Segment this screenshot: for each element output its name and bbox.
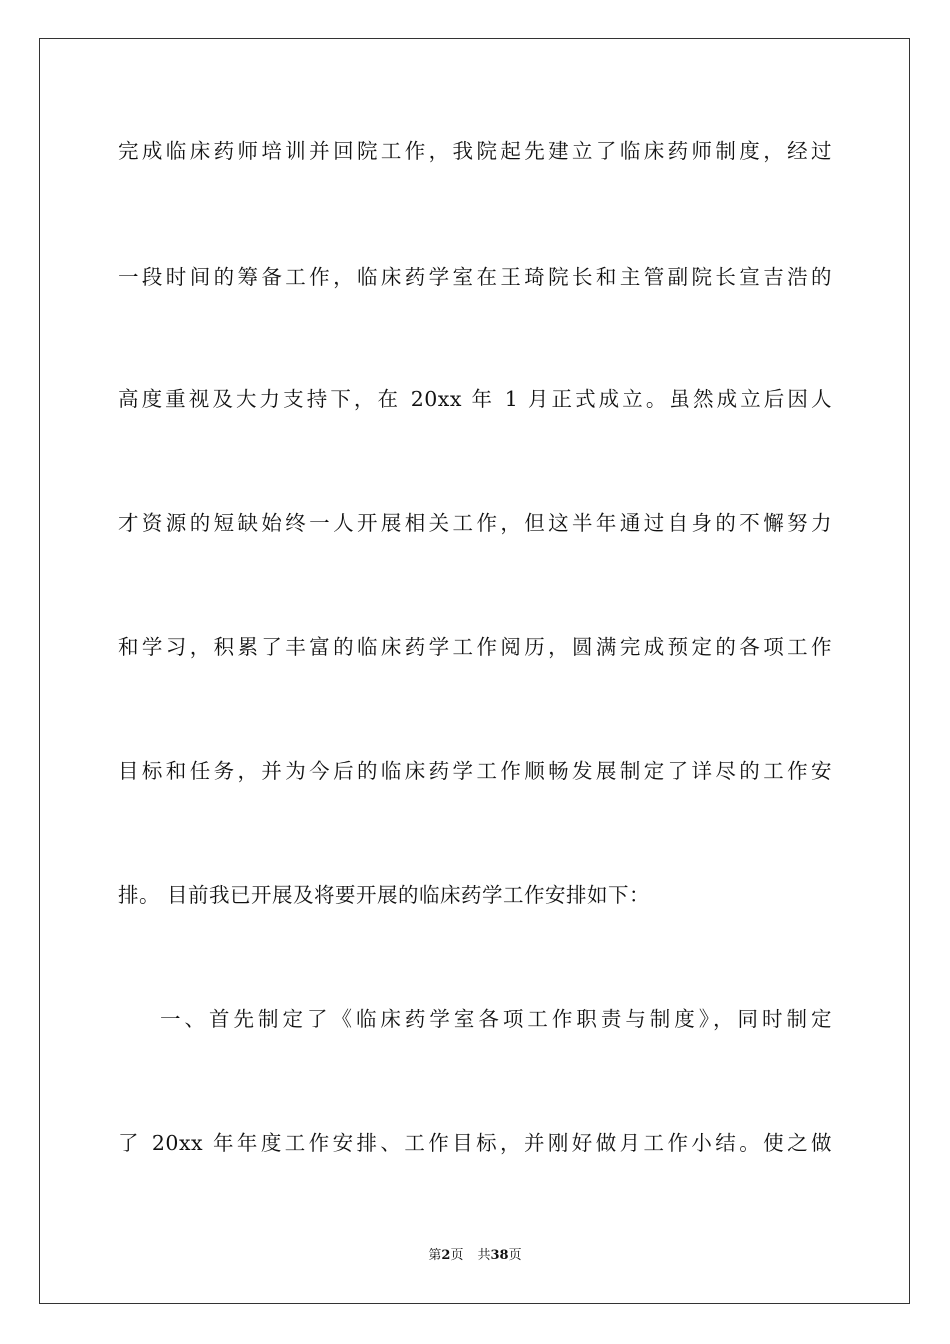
- footer-page-prefix: 第: [428, 1248, 442, 1263]
- footer-page-unit: 页: [450, 1248, 464, 1263]
- body-text-line-8: 一、首先制定了《临床药学室各项工作职责与制度》，同时制定: [118, 1007, 832, 1031]
- body-text-line-6: 目标和任务，并为今后的临床药学工作顺畅发展制定了详尽的工作安: [118, 759, 832, 783]
- body-text-line-4: 才资源的短缺始终一人开展相关工作，但这半年通过自身的不懈努力: [118, 511, 832, 535]
- footer-page-number: 2: [441, 1248, 451, 1263]
- body-text-line-2: 一段时间的筹备工作，临床药学室在王琦院长和主管副院长宣吉浩的: [118, 265, 832, 289]
- page-footer: [0, 1247, 950, 1265]
- body-text-line-7: 排。 目前我已开展及将要开展的临床药学工作安排如下：: [118, 883, 651, 907]
- body-text-line-1: 完成临床药师培训并回院工作，我院起先建立了临床药师制度，经过: [118, 139, 832, 163]
- page-border: [39, 38, 910, 1304]
- body-text-line-9: 了 20xx 年年度工作安排、工作目标，并刚好做月工作小结。使之做: [118, 1131, 832, 1155]
- footer-total-prefix: 共: [477, 1248, 491, 1263]
- body-text-line-5: 和学习，积累了丰富的临床药学工作阅历，圆满完成预定的各项工作: [118, 635, 832, 659]
- body-text-line-3: 高度重视及大力支持下，在 20xx 年 1 月正式成立。虽然成立后因人: [118, 387, 832, 411]
- footer-total-pages: 38: [490, 1248, 509, 1263]
- footer-total-unit: 页: [508, 1248, 522, 1263]
